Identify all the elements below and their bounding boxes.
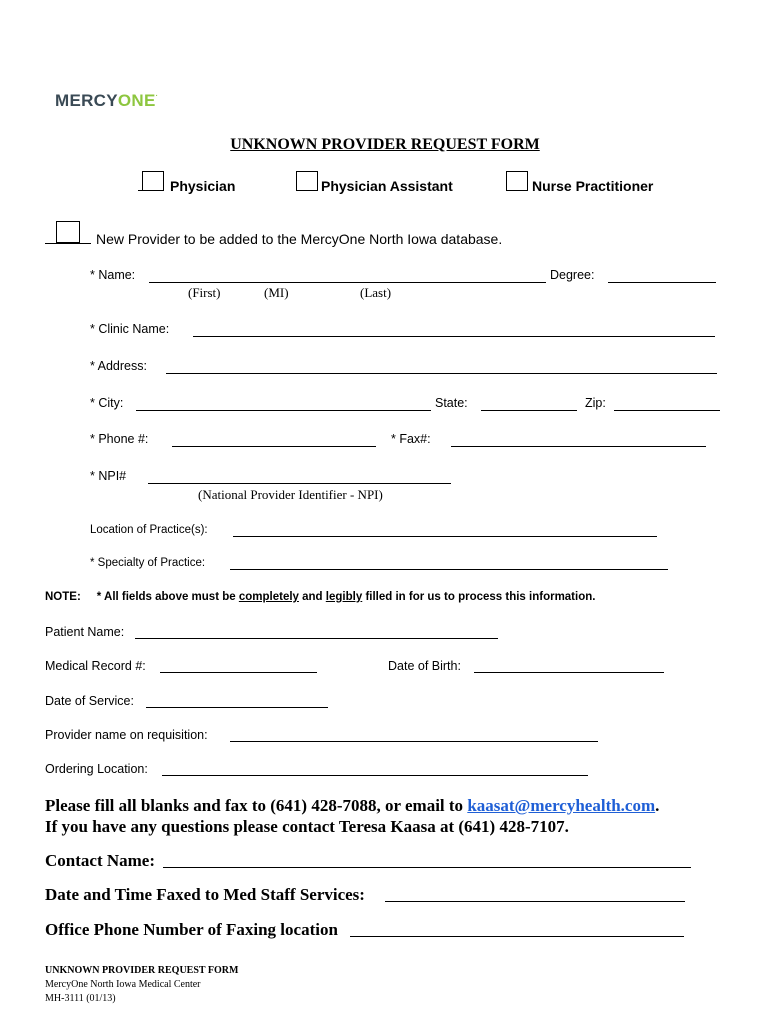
state-label: State: — [435, 396, 468, 410]
specialty-field[interactable] — [230, 569, 668, 570]
nurse-practitioner-label: Nurse Practitioner — [532, 178, 654, 194]
city-field[interactable] — [136, 410, 431, 411]
footer-code: MH-3111 (01/13) — [45, 993, 116, 1004]
medical-record-label: Medical Record #: — [45, 659, 146, 673]
last-label: (Last) — [360, 285, 392, 300]
mercyone-logo: MERCYONE. — [55, 91, 158, 110]
city-label: * City: — [90, 396, 124, 410]
degree-label: Degree: — [550, 268, 595, 282]
date-of-birth-field[interactable] — [474, 672, 664, 673]
ordering-location-field[interactable] — [162, 775, 588, 776]
office-phone-field[interactable] — [350, 936, 684, 937]
physician-assistant-label: Physician Assistant — [321, 178, 453, 194]
address-field[interactable] — [166, 373, 717, 374]
location-field[interactable] — [233, 536, 657, 537]
physician-label: Physician — [170, 178, 236, 194]
new-provider-checkbox[interactable] — [56, 221, 80, 243]
note-text: NOTE: * All fields above must be completely and legibly filled in for us to process this information. — [45, 591, 596, 603]
form-title: UNKNOWN PROVIDER REQUEST FORM — [230, 136, 540, 153]
footer-org: MercyOne North Iowa Medical Center — [45, 979, 201, 990]
provider-name-field[interactable] — [230, 741, 598, 742]
specialty-label: * Specialty of Practice: — [90, 557, 206, 569]
instructions-line-1: Please fill all blanks and fax to (641) 428-7088, or email to kaasat@mercyhealth.com. — [45, 796, 660, 815]
ordering-location-label: Ordering Location: — [45, 762, 148, 776]
npi-note: (National Provider Identifier - NPI) — [198, 487, 383, 502]
medical-record-field[interactable] — [160, 672, 317, 673]
provider-name-label: Provider name on requisition: — [45, 728, 208, 742]
instructions-line-2: If you have any questions please contact Teresa Kaasa at (641) 428-7107. — [45, 817, 569, 836]
zip-label: Zip: — [585, 396, 606, 410]
npi-field[interactable] — [148, 483, 451, 484]
office-phone-label: Office Phone Number of Faxing location — [45, 920, 338, 939]
name-label: * Name: — [90, 268, 136, 282]
location-label: Location of Practice(s): — [90, 524, 208, 536]
clinic-name-label: * Clinic Name: — [90, 322, 170, 336]
name-field[interactable] — [149, 282, 546, 283]
npi-label: * NPI# — [90, 469, 127, 483]
clinic-name-field[interactable] — [193, 336, 715, 337]
footer-title: UNKNOWN PROVIDER REQUEST FORM — [45, 965, 239, 976]
degree-field[interactable] — [608, 282, 716, 283]
zip-field[interactable] — [614, 410, 720, 411]
fax-field[interactable] — [451, 446, 706, 447]
phone-label: * Phone #: — [90, 432, 149, 446]
patient-name-label: Patient Name: — [45, 625, 125, 639]
email-link[interactable]: kaasat@mercyhealth.com — [467, 796, 656, 815]
date-of-service-label: Date of Service: — [45, 694, 134, 708]
mi-label: (MI) — [264, 285, 289, 300]
address-label: * Address: — [90, 359, 147, 373]
contact-name-label: Contact Name: — [45, 851, 155, 870]
state-field[interactable] — [481, 410, 577, 411]
first-label: (First) — [188, 285, 221, 300]
patient-name-field[interactable] — [135, 638, 498, 639]
new-provider-label: New Provider to be added to the MercyOne North Iowa database. — [96, 231, 503, 247]
date-of-service-field[interactable] — [146, 707, 328, 708]
date-of-birth-label: Date of Birth: — [388, 659, 461, 673]
phone-field[interactable] — [172, 446, 376, 447]
date-time-faxed-label: Date and Time Faxed to Med Staff Services: — [45, 885, 365, 904]
nurse-practitioner-checkbox[interactable] — [506, 171, 528, 191]
date-time-faxed-field[interactable] — [385, 901, 685, 902]
fax-label: * Fax#: — [391, 432, 431, 446]
physician-assistant-checkbox[interactable] — [296, 171, 318, 191]
physician-checkbox[interactable] — [142, 171, 164, 191]
contact-name-field[interactable] — [163, 867, 691, 868]
